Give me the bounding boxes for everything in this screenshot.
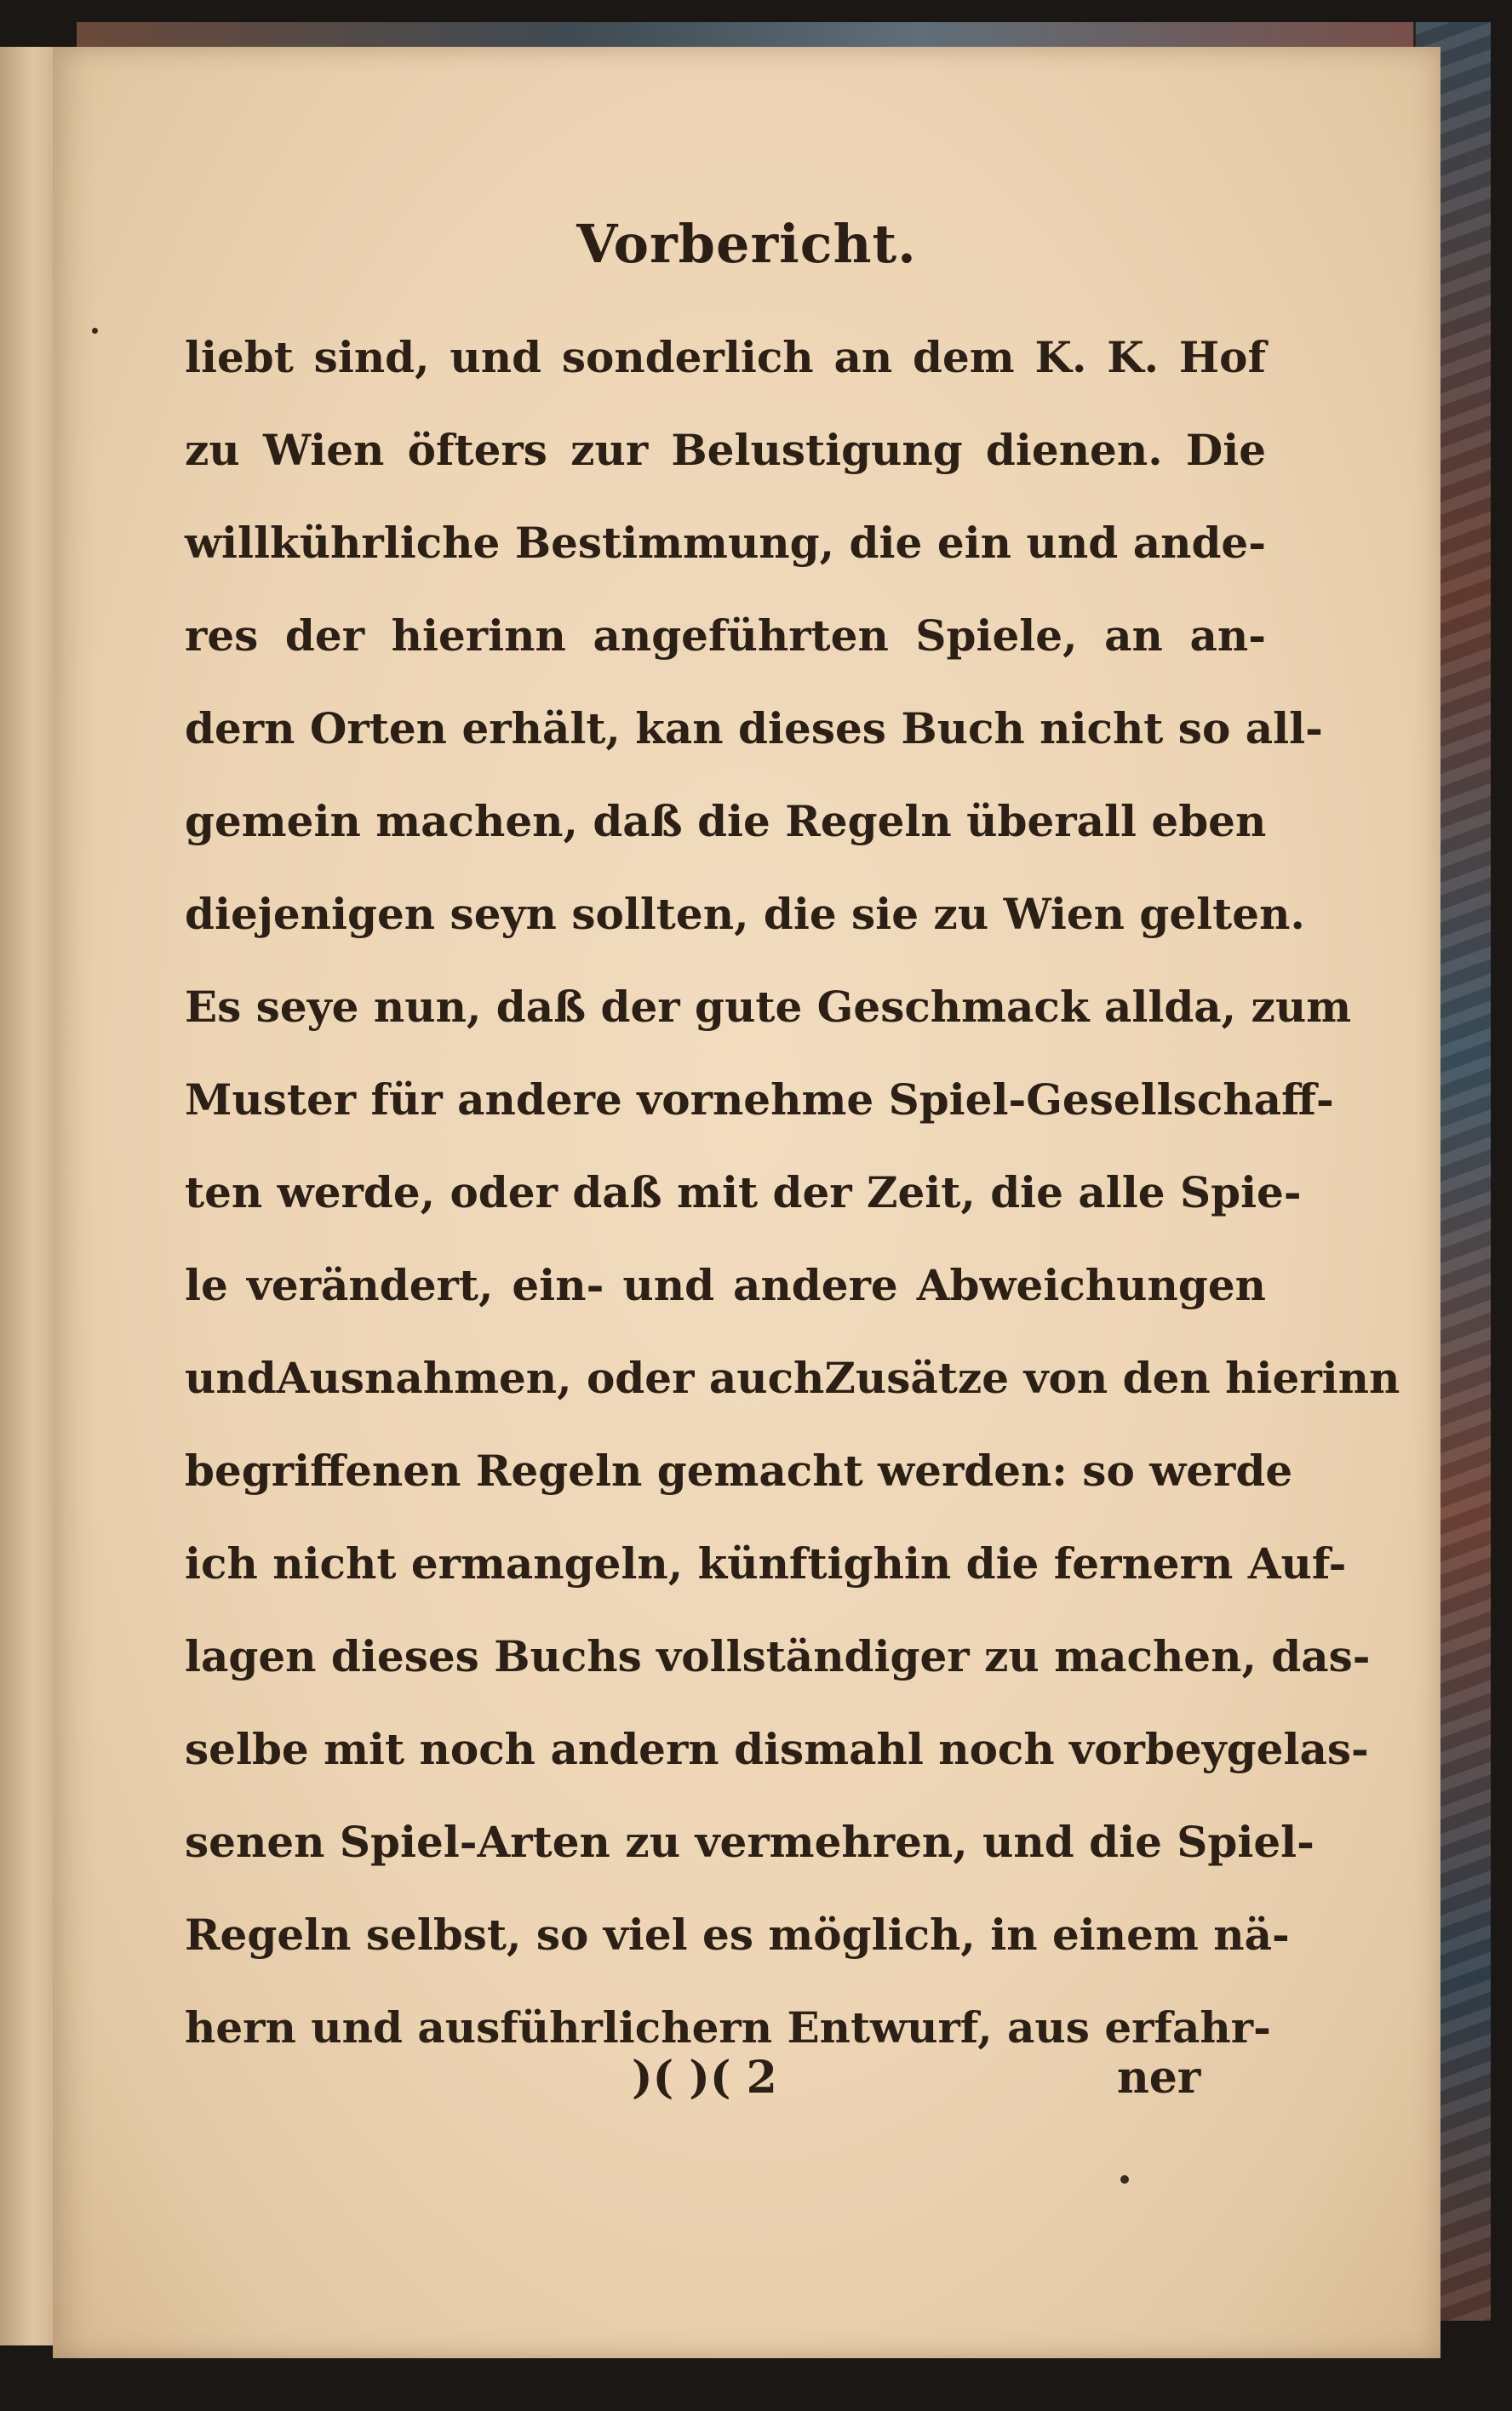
text-line: Regeln selbst, so viel es möglich, in einem nä-	[185, 1910, 1290, 1960]
ink-spot	[92, 328, 98, 334]
signature-mark: )( )( 2	[632, 2052, 777, 2104]
text-line: gemein machen, daß die Regeln überall eben	[185, 796, 1267, 846]
text-line: ten werde, oder daß mit der Zeit, die alle Spie-	[185, 1167, 1302, 1217]
text-line: begriffenen Regeln gemacht werden: so werde	[185, 1446, 1293, 1496]
text-line: ich nicht ermangeln, künftighin die fernern Auf-	[185, 1538, 1347, 1589]
text-line: zu Wien öfters zur Belustigung dienen. Die	[185, 425, 1266, 475]
body-text	[185, 311, 1400, 2074]
text-line: res der hierinn angeführten Spiele, an an-	[185, 610, 1266, 661]
text-line: Es seye nun, daß der gute Geschmack allda, zum	[185, 982, 1352, 1032]
ink-spot	[1120, 2175, 1129, 2184]
text-line: undAusnahmen, oder auchZusätze von den hierinn	[185, 1353, 1400, 1403]
book-page	[53, 47, 1440, 2358]
text-line: lagen dieses Buchs vollständiger zu machen, das-	[185, 1631, 1371, 1681]
text-line: Muster für andere vornehme Spiel-Gesellschaff-	[185, 1074, 1334, 1125]
text-line: selbe mit noch andern dismahl noch vorbeygelas-	[185, 1724, 1369, 1774]
text-line: le verändert, ein- und andere Abweichungen	[185, 1260, 1266, 1310]
text-line: liebt sind, und sonderlich an dem K. K. Hof	[185, 332, 1266, 382]
page-header: Vorbericht.	[576, 213, 917, 275]
text-line: willkührliche Bestimmung, die ein und ande-	[185, 518, 1266, 568]
text-line: senen Spiel-Arten zu vermehren, und die Spiel-	[185, 1817, 1314, 1867]
text-line: hern und ausführlichern Entwurf, aus erfahr-	[185, 2002, 1271, 2053]
text-line: diejenigen seyn sollten, die sie zu Wien gelten.	[185, 889, 1305, 939]
catchword: ner	[1117, 2052, 1201, 2104]
text-line: dern Orten erhält, kan dieses Buch nicht so all-	[185, 703, 1323, 753]
